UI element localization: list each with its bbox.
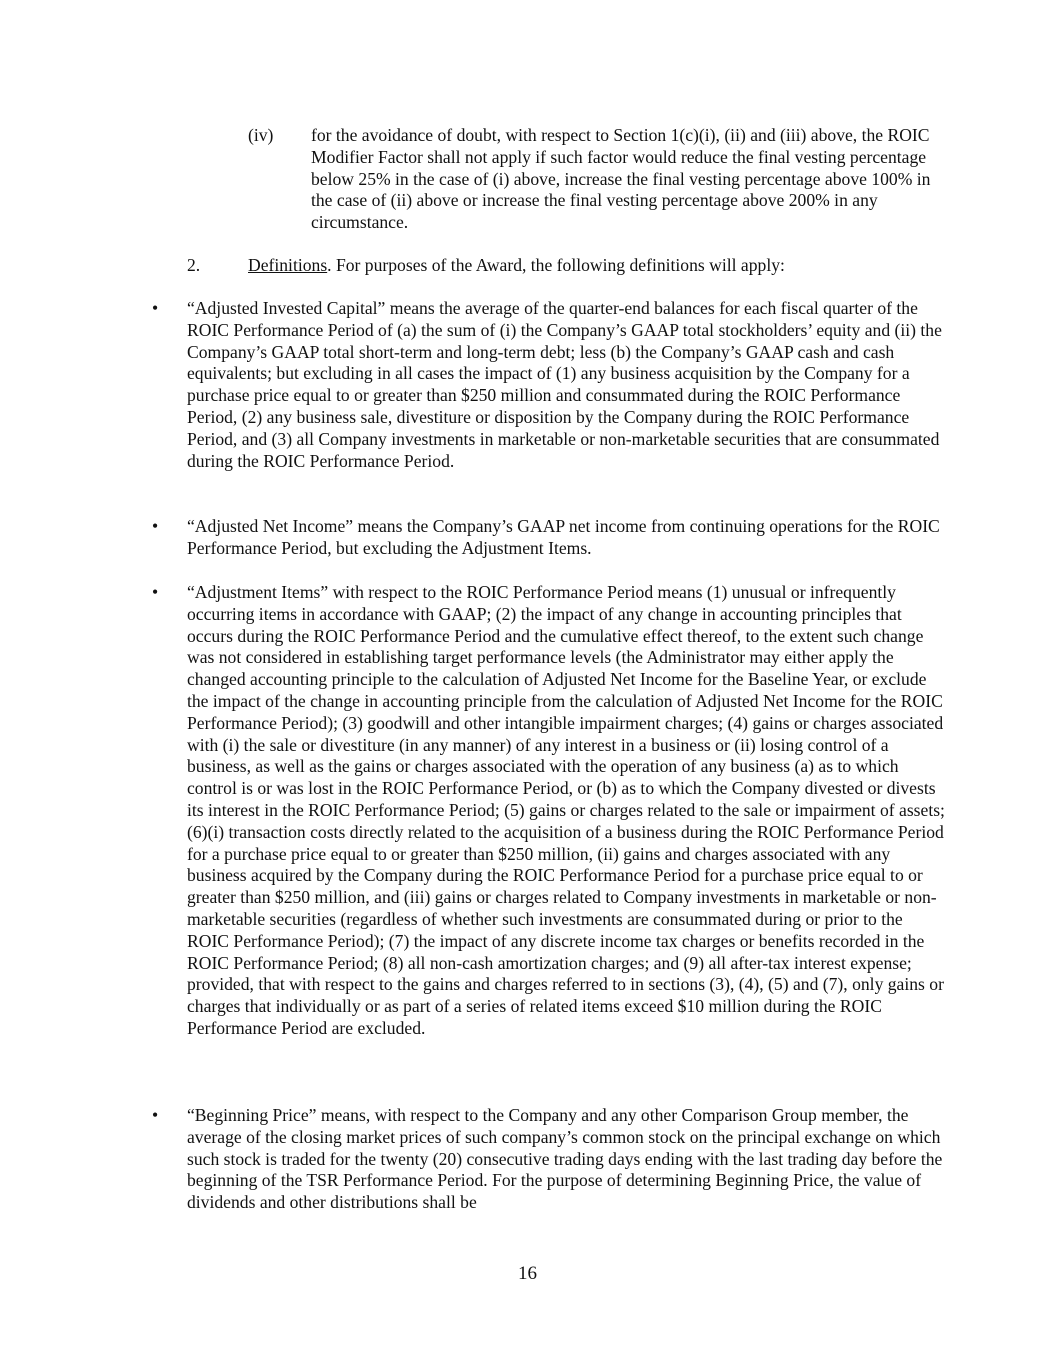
definition-text: “Beginning Price” means, with respect to the Company and any other Comparison Group member, the average of the closing market prices of such company’s common stock on the principal exchange on which such stock is traded for the twenty (20) consecutive trading days ending with the last trading day before the beginning of the TSR Performance Period. For the purpose of determining Beginning Price, the value of dividends and other distributions shall be <box>187 1105 943 1213</box>
definition-adjustment-items <box>152 582 952 1040</box>
definition-adjusted-net-income <box>152 516 952 560</box>
definitions-intro: . For purposes of the Award, the following definitions will apply: <box>327 255 785 275</box>
section-number: 2. <box>187 255 201 275</box>
section-2-heading <box>187 255 947 277</box>
definition-text: “Adjustment Items” with respect to the ROIC Performance Period means (1) unusual or infrequently occurring items in accordance with GAAP; (2) the impact of any change in accounting principles that occurs during the ROIC Performance Period and the cumulative effect thereof, to the extent such change was not considered in establishing target performance levels (the Administrator may either apply the changed accounting principle to the calculation of Adjusted Net Income for the Baseline Year, or exclude the impact of the change in accounting principle from the calculation of Adjusted Net Income for the ROIC Performance Period); (3) goodwill and other intangible impairment charges; (4) gains or charges associated with (i) the sale or divestiture (in any manner) of any interest in a business or (ii) losing control of a business, as well as the gains or charges associated with the operation of any business (a) as to which control is or was lost in the ROIC Performance Period, or (b) as to which the Company divested or divests its interest in the ROIC Performance Period; (5) gains or charges related to the sale or impairment of assets; (6)(i) transaction costs directly related to the acquisition of a business during the ROIC Performance Period for a purchase price equal to or greater than $250 million, (ii) gains and charges associated with any business acquired by the Company during the ROIC Performance Period for a purchase price equal to or greater than $250 million, and (iii) gains or charges related to Company investments in marketable or non-marketable securities (regardless of whether such investments are consummated during or prior to the ROIC Performance Period); (7) the impact of any discrete income tax charges or benefits recorded in the ROIC Performance Period; (8) all non-cash amortization charges; and (9) all after-tax interest expense; provided, that with respect to the gains and charges referred to in sections (3), (4), (5) and (7), only gains or charges that individually or as part of a series of related items exceed $10 million during the ROIC Performance Period are excluded. <box>187 582 945 1038</box>
bullet-icon: • <box>152 298 159 318</box>
bullet-icon: • <box>152 582 159 602</box>
definition-beginning-price <box>152 1105 952 1214</box>
bullet-icon: • <box>152 1105 159 1125</box>
definition-text: “Adjusted Net Income” means the Company’s GAAP net income from continuing operations for the ROIC Performance Period, but excluding the Adjustment Items. <box>187 516 940 558</box>
definition-text: “Adjusted Invested Capital” means the average of the quarter-end balances for each fiscal quarter of the ROIC Performance Period of (a) the sum of (i) the Company’s GAAP total stockholders’ equity and (ii) the Company’s GAAP total short-term and long-term debt; less (b) the Company’s GAAP cash and cash equivalents; but excluding in all cases the impact of (1) any business acquisition by the Company for a purchase price equal to or greater than $250 million and consummated during the ROIC Performance Period, (2) any business sale, divestiture or disposition by the Company during the ROIC Performance Period, and (3) all Company investments in marketable or non-marketable securities that are consummated during the ROIC Performance Period. <box>187 298 942 471</box>
item-iv-text: for the avoidance of doubt, with respect to Section 1(c)(i), (ii) and (iii) above, the ROIC Modifier Factor shall not apply if such factor would reduce the final vesting percentage below 25% in the case of (i) above, increase the final vesting percentage above 100% in the case of (ii) above or increase the final vesting percentage above 200% in any circumstance. <box>311 125 931 233</box>
item-iv-label: (iv) <box>248 125 274 145</box>
definitions-heading: Definitions <box>248 255 328 275</box>
definition-adjusted-invested-capital <box>152 298 952 472</box>
page-number: 16 <box>518 1263 537 1284</box>
bullet-icon: • <box>152 516 159 536</box>
